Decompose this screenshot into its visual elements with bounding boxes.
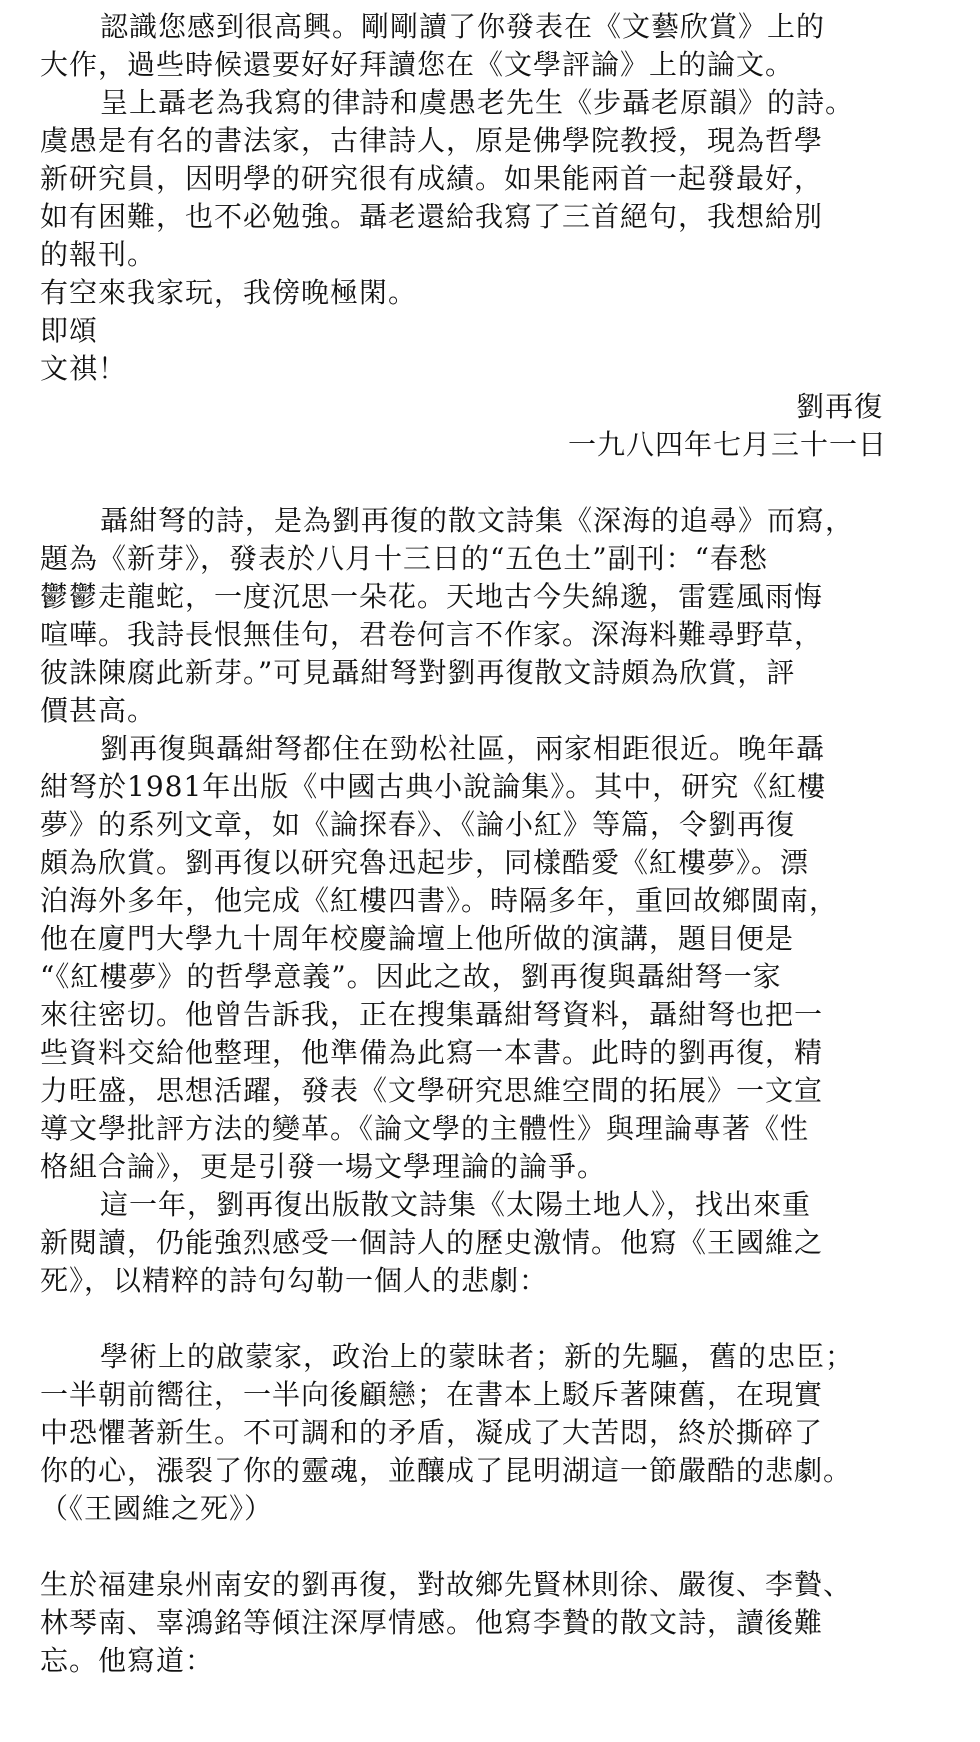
text-line: 價甚高。 [40, 694, 157, 727]
document-page [40, 8, 960, 1680]
text-line: 鬱鬱走龍蛇，一度沉思一朵花。天地古今失綿邈，雷霆風雨悔 [40, 580, 824, 613]
quote-line: 你的心，漲裂了你的靈魂，並釀成了昆明湖這一節嚴酷的悲劇。 [40, 1454, 853, 1487]
text-line: 這一年，劉再復出版散文詩集《太陽土地人》，找出來重 [100, 1188, 812, 1221]
text-line: 如有困難，也不必勉強。聶老還給我寫了三首絕句，我想給別 [40, 200, 824, 233]
text-line: 虞愚是有名的書法家，古律詩人，原是佛學院教授，現為哲學 [40, 124, 824, 157]
text-line: 認識您感到很高興。剛剛讀了你發表在《文藝欣賞》上的 [100, 10, 826, 43]
text-line: 導文學批評方法的變革。《論文學的主體性》與理論專著《性 [40, 1112, 810, 1145]
text-line: 新研究員，因明學的研究很有成績。如果能兩首一起發最好， [40, 162, 824, 195]
spacer [40, 1300, 960, 1338]
text-line: 大作，過些時候還要好好拜讀您在《文學評論》上的論文。 [40, 48, 795, 81]
text-line: 來往密切。他曾告訴我，正在搜集聶紺弩資料，聶紺弩也把一 [40, 998, 824, 1031]
spacer [40, 1528, 960, 1566]
text-line: 有空來我家玩，我傍晚極閑。 [40, 276, 418, 309]
text-line: 呈上聶老為我寫的律詩和虞愚老先生《步聶老原韻》的詩。 [100, 86, 855, 119]
letter-date: 一九八四年七月三十一日 [568, 428, 888, 461]
text-line: 彼誅陳腐此新芽。”可見聶紺弩對劉再復散文詩頗為欣賞，評 [40, 656, 796, 689]
paragraph [40, 502, 960, 730]
closing-line: 即頌 [40, 314, 99, 347]
block-quote [40, 1338, 960, 1528]
text-line: 死》，以精粹的詩句勾勒一個人的悲劇： [40, 1264, 549, 1297]
text-line: 泊海外多年，他完成《紅樓四書》。時隔多年，重回故鄉閩南， [40, 884, 839, 917]
closing-line: 文祺！ [40, 352, 128, 385]
text-line: 題為《新芽》，發表於八月十三日的“五色土”副刊：“春愁 [40, 542, 768, 575]
quote-line: 一半朝前嚮往，一半向後顧戀；在書本上駁斥著陳舊，在現實 [40, 1378, 824, 1411]
spacer [40, 464, 960, 502]
text-line: 些資料交給他整理，他準備為此寫一本書。此時的劉再復，精 [40, 1036, 824, 1069]
text-line: 紺弩於1981年出版《中國古典小說論集》。其中，研究《紅樓 [40, 770, 827, 803]
text-line: 格組合論》，更是引發一場文學理論的論爭。 [40, 1150, 607, 1183]
text-line: 頗為欣賞。劉再復以研究魯迅起步，同樣酷愛《紅樓夢》。漂 [40, 846, 810, 879]
text-line: 聶紺弩的詩，是為劉再復的散文詩集《深海的追尋》而寫， [100, 504, 855, 537]
quote-line: 學術上的啟蒙家，政治上的蒙昧者；新的先驅，舊的忠臣； [100, 1340, 855, 1373]
text-line: 喧嘩。我詩長恨無佳句，君卷何言不作家。深海料難尋野草， [40, 618, 824, 651]
quote-line: 中恐懼著新生。不可調和的矛盾，凝成了大苦悶，終於撕碎了 [40, 1416, 824, 1449]
letter-signature: 劉再復 [796, 390, 884, 423]
text-line: 生於福建泉州南安的劉再復，對故鄉先賢林則徐、嚴復、李贄、 [40, 1568, 853, 1601]
text-line: 夢》的系列文章，如《論探春》、《論小紅》等篇，令劉再復 [40, 808, 796, 841]
paragraph [40, 730, 960, 1186]
text-line: 林琴南、辜鴻銘等傾注深厚情感。他寫李贄的散文詩，讀後難 [40, 1606, 824, 1639]
text-line: 力旺盛，思想活躍，發表《文學研究思維空間的拓展》一文宣 [40, 1074, 824, 1107]
quote-source: （《王國維之死》） [40, 1492, 274, 1525]
text-line: 新閱讀，仍能強烈感受一個詩人的歷史激情。他寫《王國維之 [40, 1226, 824, 1259]
letter [40, 8, 960, 464]
text-line: 他在廈門大學九十周年校慶論壇上他所做的演講，題目便是 [40, 922, 795, 955]
text-line: 忘。他寫道： [40, 1644, 215, 1677]
text-line: 的報刊。 [40, 238, 157, 271]
text-line: 劉再復與聶紺弩都住在勁松社區，兩家相距很近。晚年聶 [100, 732, 826, 765]
paragraph [40, 1186, 960, 1300]
paragraph [40, 1566, 960, 1680]
text-line: “《紅樓夢》的哲學意義”。因此之故，劉再復與聶紺弩一家 [40, 960, 782, 993]
